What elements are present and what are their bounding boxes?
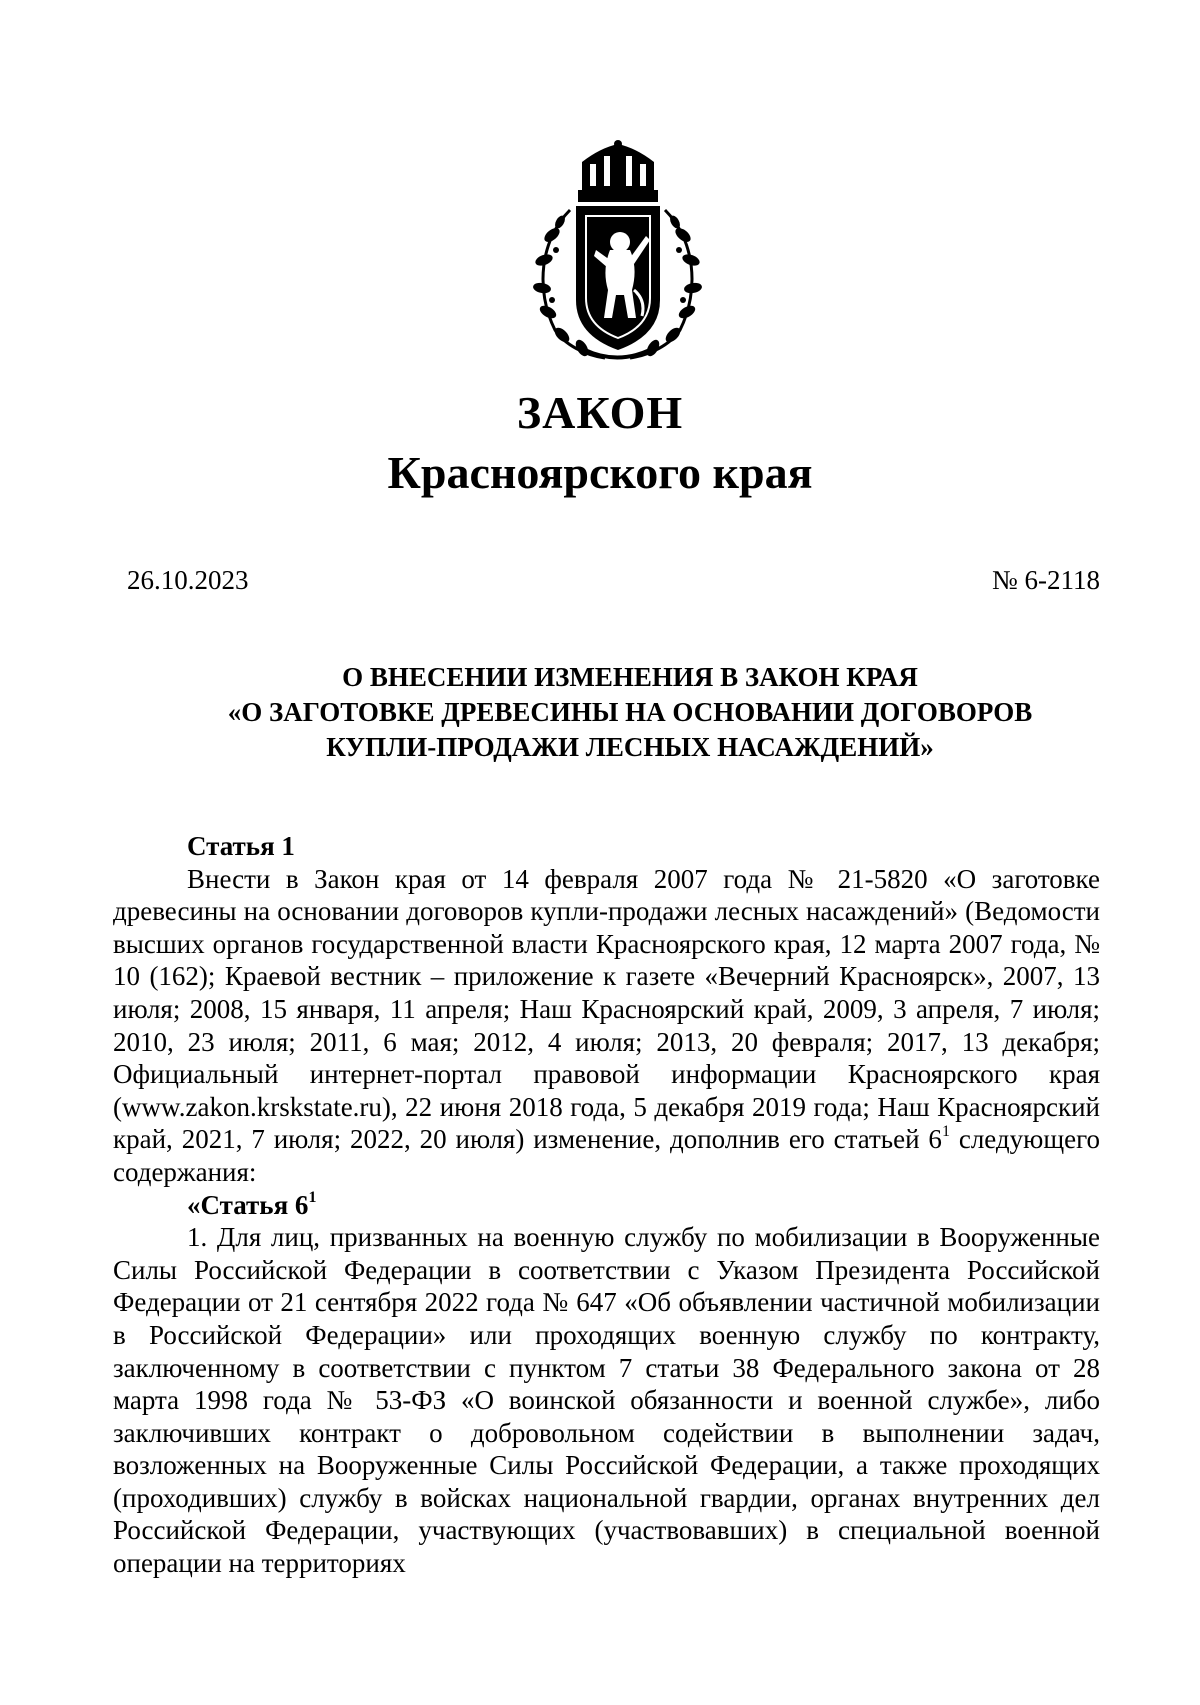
law-heading: [140, 660, 1120, 765]
article-1-text: Внести в Закон края от 14 февраля 2007 года № 21-5820 «О заготовке древесины на основании договоров купли-продажи лесных насаждений» (Ведомости высших органов государственной власти Красноярского края, 12 марта 2007 года, № 10 (162); Краевой вестник – приложение к газете «Вечерний Красноярск», 2007, 13 июля; 2008, 15 января, 11 апреля; Наш Красноярский край, 2009, 3 апреля, 7 июля; 2010, 23 июля; 2011, 6 мая; 2012, 4 июля; 2013, 20 февраля; 2017, 13 декабря; Официальный интернет-портал правовой информации Красноярского края (www.zakon.krskstate.ru), 22 июня 2018 года, 5 декабря 2019 года; Наш Красноярский край, 2021, 7 июля; 2022, 20 июля) изменение, дополнив его статьей 6: [113, 863, 1100, 1155]
heading-line: О ВНЕСЕНИИ ИЗМЕНЕНИЯ В ЗАКОН КРАЯ: [342, 662, 918, 692]
article-6-1-title: [113, 1189, 1100, 1222]
article-1-paragraph: [113, 863, 1100, 1189]
article-6-1-title-text: «Статья 6: [187, 1189, 309, 1220]
article-1-title: Статья 1: [187, 831, 295, 861]
article-6-1-paragraph-1: 1. Для лиц, призванных на военную службу по мобилизации в Вооруженные Силы Российской Федерации в соответствии с Указом Президента Российской Федерации от 21 сентября 2022 года № 647 «Об объявлении частичной мобилизации в Российской Федерации» или проходящих военную службу по контракту, заключенному в соответствии с пунктом 7 статьи 38 Федерального закона от 28 марта 1998 года № 53-ФЗ «О воинской обязанности и военной службе», либо заключивших контракт о добровольном содействии в выполнении задач, возложенных на Вооруженные Силы Российской Федерации, а также проходящих (проходивших) службу в войсках национальной гвардии, органах внутренних дел Российской Федерации, участвующих (участвовавших) в специальной военной операции на территориях: [113, 1222, 1100, 1579]
heading-line: КУПЛИ-ПРОДАЖИ ЛЕСНЫХ НАСАЖДЕНИЙ»: [326, 732, 934, 762]
superscript: 1: [308, 1188, 317, 1206]
document-date: 26.10.2023: [127, 565, 249, 595]
heading-line: «О ЗАГОТОВКЕ ДРЕВЕСИНЫ НА ОСНОВАНИИ ДОГОВОРОВ: [227, 697, 1033, 727]
document-subtitle: Красноярского края: [387, 447, 813, 498]
article-1-text-end: следующего содержания:: [113, 1124, 1100, 1187]
coat-of-arms-icon: [530, 140, 705, 365]
document-body: [113, 830, 1100, 1580]
document-title: ЗАКОН: [516, 387, 684, 438]
superscript: 1: [941, 1123, 950, 1141]
document-number: № 6-2118: [992, 565, 1100, 595]
